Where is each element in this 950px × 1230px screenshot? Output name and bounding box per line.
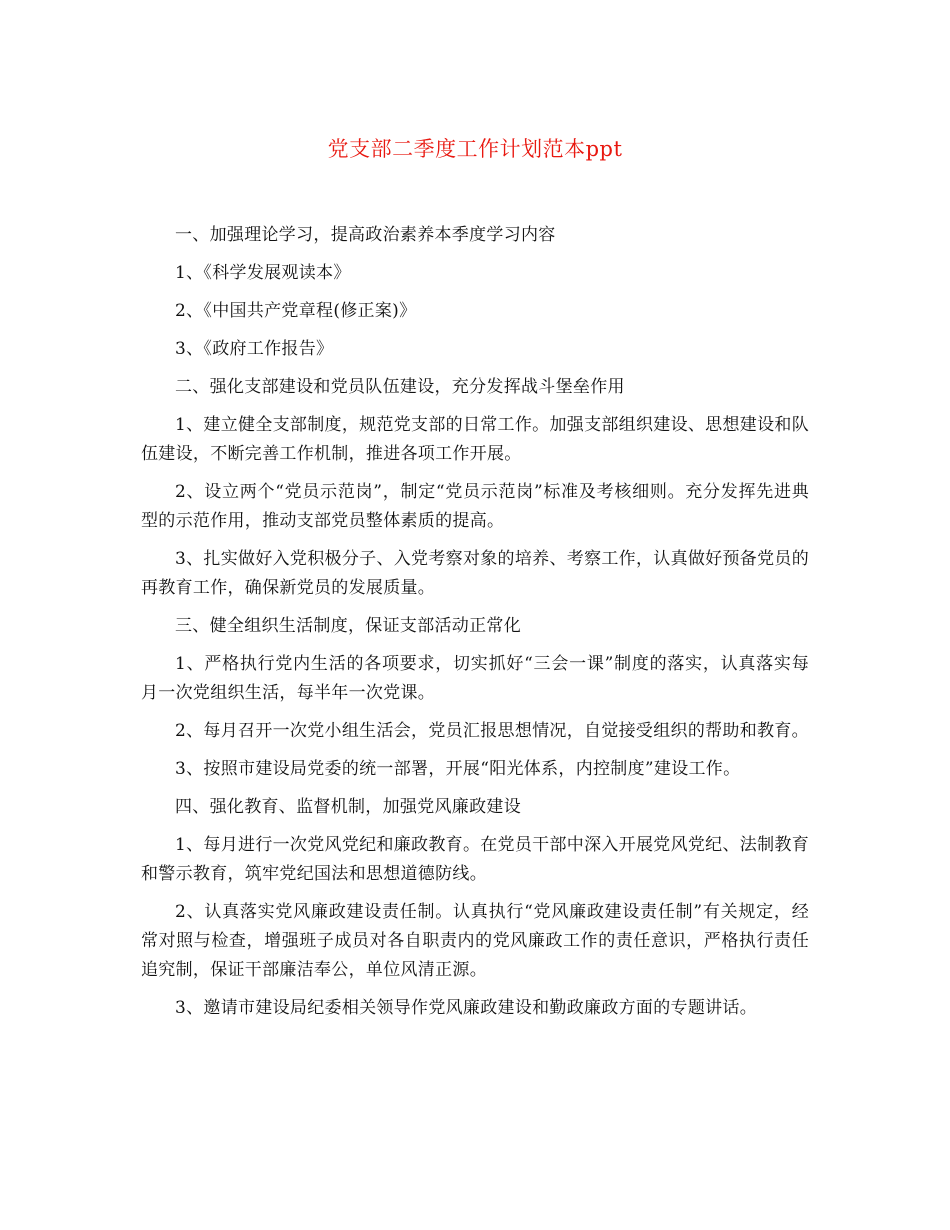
list-item: 3、按照市建设局党委的统一部署，开展“阳光体系，内控制度”建设工作。 bbox=[175, 759, 741, 779]
list-item: 2、认真落实党风廉政建设责任制。认真执行“党风廉政建设责任制”有关规定，经常对照与检查，增强班子成员对各自职责内的党风廉政工作的责任意识，严格执行责任追究制，保证干部廉洁奉公，单位风清正源。 bbox=[141, 902, 809, 980]
list-item: 1、严格执行党内生活的各项要求，切实抓好“三会一课”制度的落实，认真落实每月一次党组织生活，每半年一次党课。 bbox=[141, 654, 809, 703]
document-title: 党支部二季度工作计划范本ppt bbox=[327, 137, 623, 161]
list-item: 2、设立两个“党员示范岗”，制定“党员示范岗”标准及考核细则。充分发挥先进典型的示范作用，推动支部党员整体素质的提高。 bbox=[141, 482, 809, 531]
section-heading: 一、加强理论学习，提高政治素养本季度学习内容 bbox=[175, 225, 556, 245]
list-item: 3、《政府工作报告》 bbox=[175, 339, 334, 359]
list-item: 1、每月进行一次党风党纪和廉政教育。在党员干部中深入开展党风党纪、法制教育和警示教育，筑牢党纪国法和思想道德防线。 bbox=[141, 835, 809, 884]
section-heading: 四、强化教育、监督机制，加强党风廉政建设 bbox=[175, 797, 521, 817]
section-heading: 二、强化支部建设和党员队伍建设，充分发挥战斗堡垒作用 bbox=[175, 377, 625, 397]
list-item: 1、建立健全支部制度，规范党支部的日常工作。加强支部组织建设、思想建设和队伍建设，不断完善工作机制，推进各项工作开展。 bbox=[141, 415, 809, 464]
list-item: 3、扎实做好入党积极分子、入党考察对象的培养、考察工作，认真做好预备党员的再教育工作，确保新党员的发展质量。 bbox=[141, 549, 809, 598]
document-body bbox=[141, 221, 809, 1032]
list-item: 2、《中国共产党章程(修正案)》 bbox=[175, 301, 417, 321]
list-item: 3、邀请市建设局纪委相关领导作党风廉政建设和勤政廉政方面的专题讲话。 bbox=[175, 998, 758, 1018]
list-item: 1、《科学发展观读本》 bbox=[175, 263, 351, 283]
section-heading: 三、健全组织生活制度，保证支部活动正常化 bbox=[175, 616, 521, 636]
list-item: 2、每月召开一次党小组生活会，党员汇报思想情况，自觉接受组织的帮助和教育。 bbox=[175, 721, 809, 741]
